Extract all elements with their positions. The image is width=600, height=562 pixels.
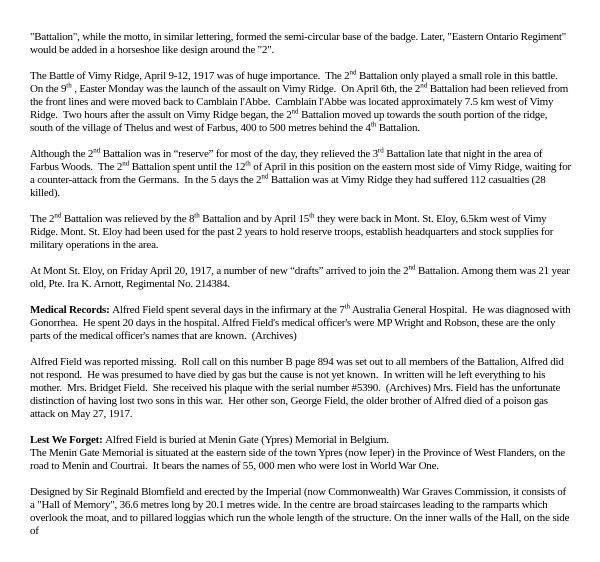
ordinal-superscript: rd bbox=[377, 146, 384, 155]
paragraph bbox=[30, 213, 572, 252]
text-run: Battalion was at Vimy Ridge they had suffered 112 casualties (28 killed). bbox=[30, 174, 549, 199]
text-run: , Easter Monday was the launch of the assault on Vimy Ridge. On April 6th, the 2 bbox=[71, 83, 421, 95]
paragraph bbox=[30, 356, 572, 421]
paragraph bbox=[30, 447, 572, 473]
ordinal-superscript: nd bbox=[122, 159, 130, 168]
paragraph bbox=[30, 265, 572, 291]
ordinal-superscript: nd bbox=[420, 81, 428, 90]
ordinal-superscript: th bbox=[370, 120, 377, 129]
text-run: Alfred Field was reported missing. Roll call on this number B page 894 was set out to all members of the Battalion, Alfred did not respond. He was presumed to have died by gas but the cause is not yet known. In written will he left everything to his mother. Mrs. Bridget Field. She received his plaque with the serial number #5390. (Archives) Mrs. Field has the unfortunate distinction of having lost two sons in this war. Her other son, George Field, the older brother of Alfred died of a poison gas attack on May 27, 1917. bbox=[30, 356, 567, 420]
ordinal-superscript: th bbox=[245, 159, 251, 168]
ordinal-superscript: nd bbox=[54, 211, 62, 220]
text-run: The Battle of Vimy Ridge, April 9-12, 1917 was of huge importance. The 2 bbox=[30, 70, 350, 82]
text-run: Battalion and by April 15 bbox=[199, 213, 310, 225]
text-run: The 2 bbox=[30, 213, 55, 225]
text-run: of April in this position on the eastern most side of Vimy Ridge, waiting for a counter-attack from the Germans. In the 5 days the 2 bbox=[30, 161, 574, 186]
text-run: they were back in Mont. St. Eloy, 6.5km west of Vimy Ridge. Mont. St. Eloy had been used for the past 2 years to hold reserve troops, establish headquarters and stock supplies for military operations in the area. bbox=[30, 213, 556, 251]
ordinal-superscript: th bbox=[66, 81, 72, 90]
ordinal-superscript: nd bbox=[291, 107, 299, 116]
ordinal-superscript: th bbox=[194, 211, 200, 220]
text-run: Battalion only played a small role in this battle. On the 9 bbox=[30, 70, 563, 95]
ordinal-superscript: nd bbox=[93, 146, 101, 155]
text-run: Battalion was in “reserve” for most of the day, they relieved the 3 bbox=[100, 148, 378, 160]
text-run: Battalion had been relieved from the front lines and were moved back to Camblain l'Abbe. Camblain l'Abbe was located approximately 7.5 km west of Vimy Ridge. Two hours after the assult on Vimy Ridge began, the 2 bbox=[30, 83, 571, 121]
bold-label: Medical Records: bbox=[30, 304, 113, 316]
bold-label: Lest We Forget: bbox=[30, 434, 106, 446]
paragraph bbox=[30, 148, 572, 200]
text-run: Alfred Field spent several days in the infirmary at the 7 bbox=[112, 304, 345, 316]
text-run: The Menin Gate Memorial is situated at the eastern side of the town Ypres (now Ieper) in the Province of West Flanders, on the road to Menin and Courtrai. It bears the names of 55, 000 men who were lost in World War One. bbox=[30, 447, 568, 472]
ordinal-superscript: nd bbox=[261, 172, 269, 181]
text-run: At Mont St. Eloy, on Friday April 20, 1917, a number of new “drafts” arrived to join the 2 bbox=[30, 265, 409, 277]
text-run: Battalion was relieved by the 8 bbox=[61, 213, 195, 225]
paragraph bbox=[30, 434, 572, 447]
text-run: Battalion. bbox=[376, 122, 420, 134]
text-run: Although the 2 bbox=[30, 148, 94, 160]
text-run: Australia General Hospital. He was diagnosed with Gonorrhea. He spent 20 days in the hospital. Alfred Field's medical officer's were MP Wright and Robson, these are the only parts of the medical officer's names that are known. (Archives) bbox=[30, 304, 573, 342]
text-run: Designed by Sir Reginald Blomfield and erected by the Imperial (now Commonwealth) War Graves Commission, it consists of a "Hall of Memory", 36.6 metres long by 20.1 metres wide. In the centre are broad staircases leading to the ramparts which overlook the moat, and to pillared loggias which run the whole length of the structure. On the inner walls of the Hall, on the side of bbox=[30, 486, 572, 537]
ordinal-superscript: th bbox=[309, 211, 315, 220]
ordinal-superscript: nd bbox=[349, 68, 357, 77]
ordinal-superscript: th bbox=[344, 302, 350, 311]
paragraph bbox=[30, 304, 572, 343]
paragraph bbox=[30, 31, 572, 57]
text-run: Battalion. Among them was 21 year old, Pte. Ira K. Arnott, Regimental No. 214384. bbox=[30, 265, 573, 290]
text-run: "Battalion", while the motto, in similar lettering, formed the semi-circular base of the badge. Later, "Eastern Ontario Regiment" would be added in a horseshoe like design around the "2". bbox=[30, 31, 569, 56]
text-run: Battalion moved up towards the south portion of the ridge, south of the village of Thelus and west of Farbus, 400 to 500 metres behind the 4 bbox=[30, 109, 550, 134]
paragraph bbox=[30, 486, 572, 538]
ordinal-superscript: nd bbox=[408, 263, 416, 272]
paragraph bbox=[30, 70, 572, 135]
text-run: Alfred Field is buried at Menin Gate (Ypres) Memorial in Belgium. bbox=[105, 434, 389, 446]
document-body bbox=[30, 31, 572, 551]
text-run: Battalion spent until the 12 bbox=[129, 161, 246, 173]
text-run: Battalion late that night in the area of Farbus Woods. The 2 bbox=[30, 148, 545, 173]
